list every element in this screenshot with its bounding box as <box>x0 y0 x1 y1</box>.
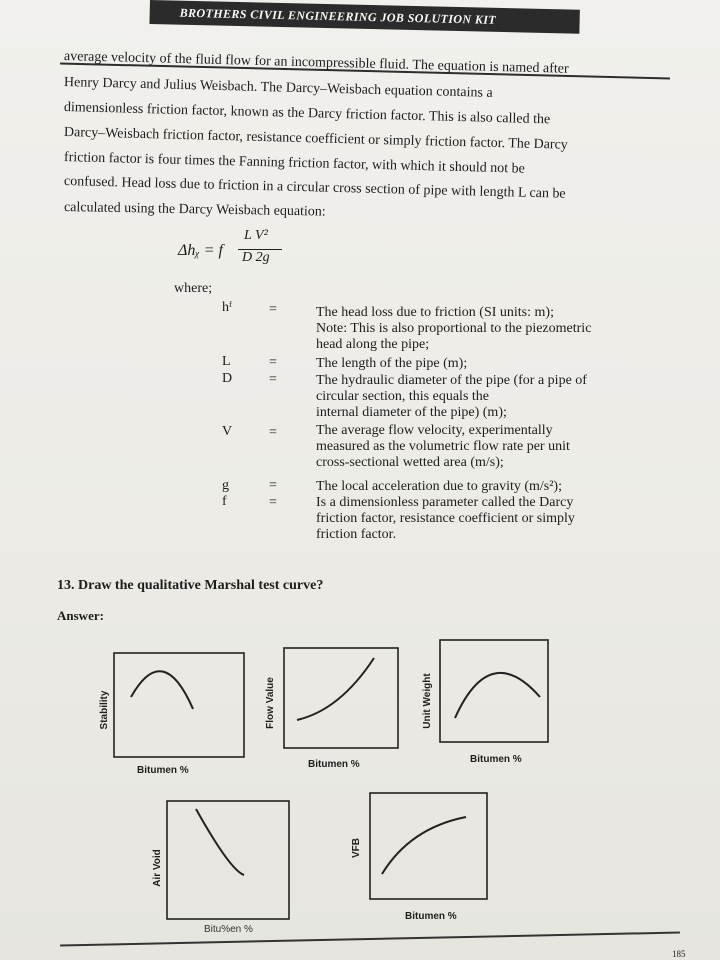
ylabel-stability: Stability <box>99 690 110 730</box>
chart-frame <box>440 640 548 742</box>
ylabel-flow-value: Flow Value <box>265 677 276 729</box>
symbol-D: D <box>222 371 233 386</box>
paragraph-line: dimensionless friction factor, known as the Darcy friction factor. This is also called the <box>63 100 551 128</box>
ylabel-vfb: VFB <box>351 838 362 858</box>
symbol-f: f <box>222 494 227 509</box>
paragraph-line: Darcy–Weisbach friction factor, resistance coefficient or simply friction factor. The Darcy <box>63 125 568 153</box>
curve-air-void <box>196 809 244 875</box>
curve-vfb <box>382 817 466 874</box>
definition-f: Is a dimensionless parameter called the Darcy friction factor, resistance coefficient or simply friction factor. <box>316 495 575 542</box>
curve-stability <box>131 671 193 709</box>
definition-hf: The head loss due to friction (SI units: m); Note: This is also proportional to the piezometric head along the pipe; <box>316 305 592 352</box>
xlabel-unit-weight: Bitumen % <box>470 754 522 765</box>
where-label: where; <box>174 281 213 296</box>
equals-sign: = <box>269 302 277 317</box>
formula-denominator: D 2g <box>242 250 270 265</box>
equals-sign: = <box>269 478 277 493</box>
chart-flow-value <box>265 648 398 770</box>
symbol-L: L <box>222 354 231 369</box>
paragraph-line: friction factor is four times the Fanning friction factor, with which it should not be <box>63 150 525 177</box>
formula-numerator: L V² <box>244 228 268 243</box>
definition-L: The length of the pipe (m); <box>316 356 468 371</box>
chart-unit-weight <box>422 640 548 765</box>
symbol-V: V <box>222 424 233 439</box>
chart-stability <box>99 653 244 776</box>
definition-D: The hydraulic diameter of the pipe (for a pipe of circular section, this equals the internal diameter of the pipe) (m); <box>316 373 587 420</box>
chart-frame <box>114 653 244 757</box>
paragraph-line: Henry Darcy and Julius Weisbach. The Darcy–Weisbach equation contains a <box>63 75 493 101</box>
formula-lhs: Δhᵪ = f <box>178 242 223 259</box>
equals-sign: = <box>269 495 277 510</box>
definition-g: The local acceleration due to gravity (m/s²); <box>316 479 562 494</box>
answer-label: Answer: <box>57 608 104 623</box>
paragraph-line: calculated using the Darcy Weisbach equation: <box>63 200 326 220</box>
xlabel-air-void: Bitu%en % <box>204 924 253 935</box>
page-number: 185 <box>672 949 686 959</box>
running-header: BROTHERS CIVIL ENGINEERING JOB SOLUTION KIT <box>149 0 579 34</box>
chart-air-void <box>152 801 289 935</box>
xlabel-stability: Bitumen % <box>137 765 189 776</box>
symbol-g: g <box>222 478 229 493</box>
ylabel-unit-weight: Unit Weight <box>422 673 433 729</box>
chart-frame <box>370 793 487 899</box>
equals-sign: = <box>269 355 277 370</box>
xlabel-flow-value: Bitumen % <box>308 759 360 770</box>
xlabel-vfb: Bitumen % <box>405 911 457 922</box>
equals-sign: = <box>269 425 277 440</box>
curve-flow-value <box>297 658 374 720</box>
curve-unit-weight <box>455 673 540 718</box>
symbol-hf: hᶠ <box>222 300 232 315</box>
ylabel-air-void: Air Void <box>152 849 163 887</box>
definition-V: The average flow velocity, experimentally measured as the volumetric flow rate per unit cross-sectional wetted area (m/s); <box>316 423 570 470</box>
paragraph-line: confused. Head loss due to friction in a circular cross section of pipe with length L can be <box>63 174 566 202</box>
question-13: 13. Draw the qualitative Marshal test curve? <box>57 578 324 593</box>
equals-sign: = <box>269 372 277 387</box>
paragraph-line: average velocity of the fluid flow for an incompressible fluid. The equation is named after <box>63 49 569 77</box>
chart-vfb <box>351 793 487 922</box>
